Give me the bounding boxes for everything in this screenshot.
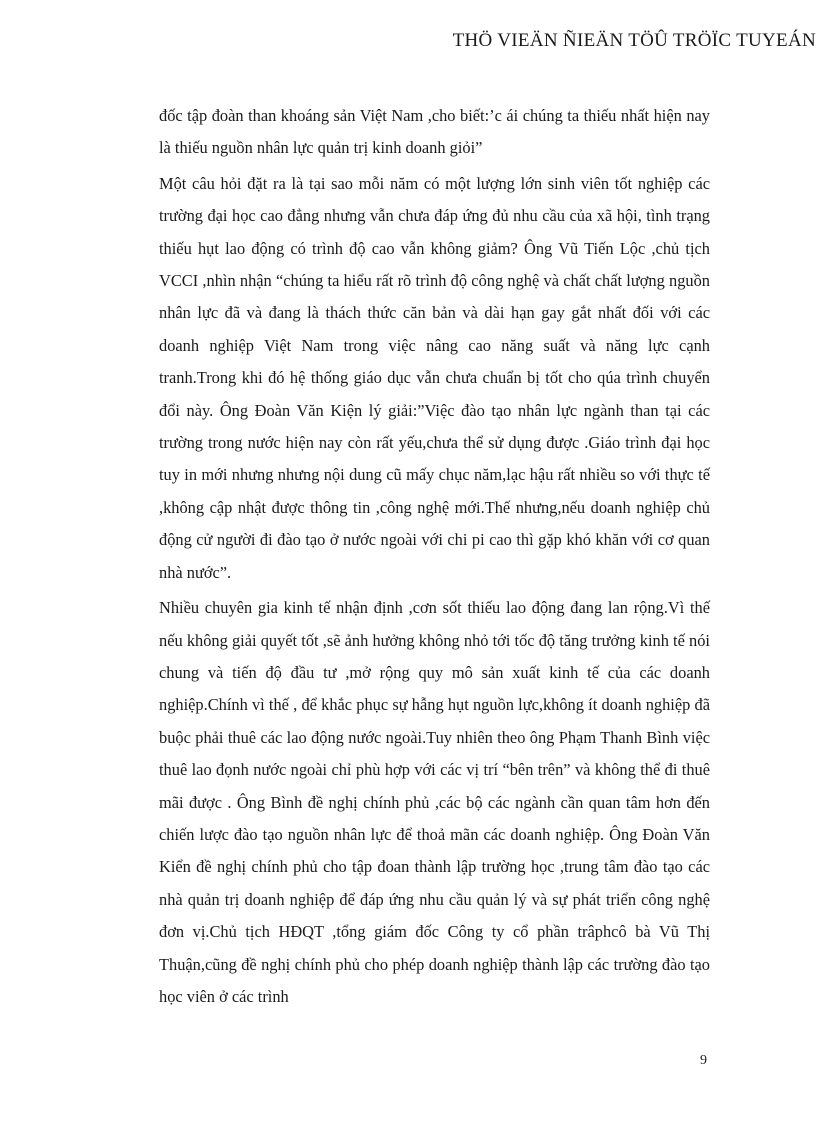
document-body xyxy=(159,100,710,1016)
running-header: THÖ VIEÄN ÑIEÄN TÖÛ TRÖÏC TUYEÁN xyxy=(452,30,816,51)
paragraph: Nhiều chuyên gia kinh tế nhận định ,cơn sốt thiếu lao động đang lan rộng.Vì thế nếu không giải quyết tốt ,sẽ ảnh hưởng không nhỏ tới tốc độ tăng trưởng kinh tế nói chung và tiến độ đầu tư ,mở rộng quy mô sản xuất kinh tế của các doanh nghiệp.Chính vì thế , để khắc phục sự hẫng hụt nguồn lực,không ít doanh nghiệp đã buộc phải thuê các lao động nước ngoài.Tuy nhiên theo ông Phạm Thanh Bình việc thuê lao đọnh nước ngoài chỉ phù hợp với các vị trí “bên trên” và không thể đi thuê mãi được . Ông Bình đề nghị chính phủ ,các bộ các ngành cần quan tâm hơn đến chiến lược đào tạo nguồn nhân lực để thoả mãn các doanh nghiệp. Ông Đoàn Văn Kiển đề nghị chính phủ cho tập đoan thành lập trường học ,trung tâm đào tạo các nhà quản trị doanh nghiệp để đáp ứng nhu cầu quản lý và sự phát triển công nghệ đơn vị.Chủ tịch HĐQT ,tổng giám đốc Công ty cổ phần trâphcô bà Vũ Thị Thuận,cũng đề nghị chính phủ cho phép doanh nghiệp thành lập các trường đào tạo học viên ở các trình xyxy=(159,598,710,1006)
paragraph: Một câu hỏi đặt ra là tại sao mỗi năm có một lượng lớn sinh viên tốt nghiệp các trường đại học cao đẳng nhưng vẫn chưa đáp ứng đủ nhu cầu của xã hội, tình trạng thiếu hụt lao động có trình độ cao vẫn không giảm? Ông Vũ Tiến Lộc ,chủ tịch VCCI ,nhìn nhận “chúng ta hiểu rất rõ trình độ công nghệ và chất chất lượng nguồn nhân lực đã và đang là thách thức căn bản và dài hạn gay gắt nhất đối với các doanh nghiệp Việt Nam trong việc nâng cao năng suất và năng lực cạnh tranh.Trong khi đó hệ thống giáo dục vẫn chưa chuẩn bị tốt cho qúa trình chuyển đổi này. Ông Đoàn Văn Kiện lý giải:”Việc đào tạo nhân lực ngành than tại các trường trong nước hiện nay còn rất yếu,chưa thể sử dụng được .Giáo trình đại học tuy in mới nhưng nhưng nội dung cũ mấy chục năm,lạc hậu rất nhiều so với thực tế ,không cập nhật được thông tin ,công nghệ mới.Thế nhưng,nếu doanh nghiệp chủ động cử người đi đào tạo ở nước ngoài với chi pi cao thì gặp khó khăn với cơ quan nhà nước”. xyxy=(159,173,710,582)
page-number: 9 xyxy=(700,1053,707,1068)
paragraph: đốc tập đoàn than khoáng sản Việt Nam ,cho biết:’c ái chúng ta thiếu nhất hiện nay là thiếu nguồn nhân lực quản trị kinh doanh giỏi” xyxy=(159,106,710,158)
